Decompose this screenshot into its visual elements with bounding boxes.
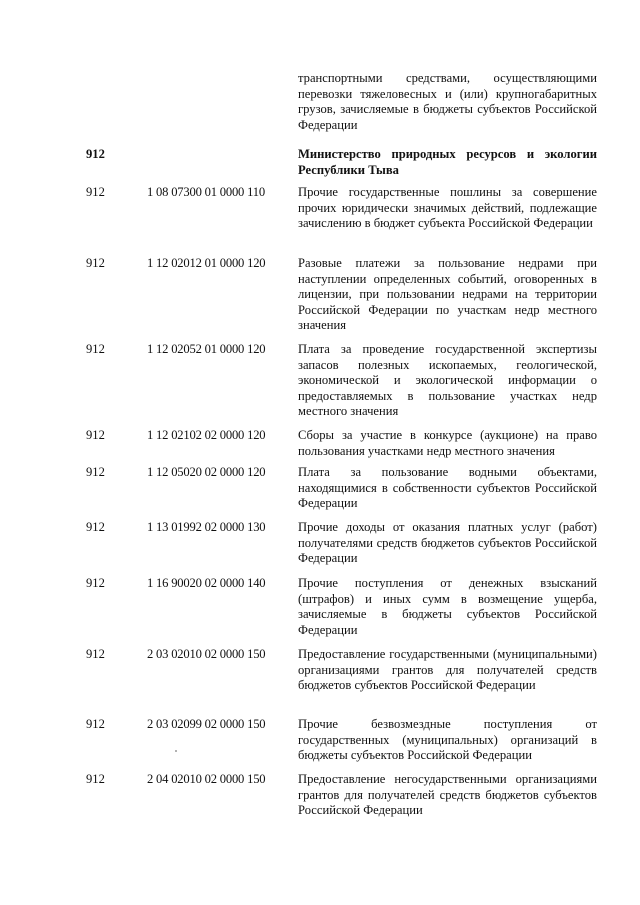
budget-classification-code: 1 13 01992 02 0000 130	[147, 520, 266, 534]
admin-code: 912	[86, 428, 105, 442]
ministry-name: Министерство природных ресурсов и экологии Республики Тыва	[298, 147, 597, 177]
income-description: Предоставление негосударственными организациями грантов для получателей средств бюджетов субъектов Российской Федерации	[298, 772, 597, 817]
income-description: Прочие государственные пошлины за совершение прочих юридически значимых действий, подлежащие зачислению в бюджет субъекта Российской Федерации	[298, 185, 597, 230]
budget-classification-code: 2 03 02010 02 0000 150	[147, 647, 266, 661]
admin-code: 912	[86, 256, 105, 270]
admin-code: 912	[86, 185, 105, 199]
admin-code: 912	[86, 465, 105, 479]
income-description: Плата за проведение государственной экспертизы запасов полезных ископаемых, геологической, экономической и экологической информации о предоставляемых в пользование участках недр местного значения	[298, 342, 597, 418]
income-description: Плата за пользование водными объектами, находящимися в собственности субъектов Российской Федерации	[298, 465, 597, 510]
admin-code: 912	[86, 717, 105, 731]
budget-classification-code: 2 04 02010 02 0000 150	[147, 772, 266, 786]
admin-code: 912	[86, 576, 105, 590]
budget-classification-code: 1 12 02012 01 0000 120	[147, 256, 266, 270]
income-description: Прочие поступления от денежных взысканий (штрафов) и иных сумм в возмещение ущерба, зачисляемые в бюджеты субъектов Российской Федерации	[298, 576, 597, 637]
budget-classification-code: 1 08 07300 01 0000 110	[147, 185, 265, 199]
income-description: Разовые платежи за пользование недрами при наступлении определенных событий, оговоренных в лицензии, при пользовании недрами на территории Российской Федерации по участкам недр местного значения	[298, 256, 597, 332]
admin-code: 912	[86, 647, 105, 661]
continuation-text: транспортными средствами, осуществляющими перевозки тяжеловесных и (или) крупногабаритных грузов, зачисляемые в бюджеты субъектов Российской Федерации	[298, 71, 597, 132]
income-description: Сборы за участие в конкурсе (аукционе) на право пользования участками недр местного значения	[298, 428, 597, 458]
scan-speck	[175, 750, 177, 752]
income-description: Прочие доходы от оказания платных услуг (работ) получателями средств бюджетов субъектов Российской Федерации	[298, 520, 597, 565]
budget-classification-code: 2 03 02099 02 0000 150	[147, 717, 266, 731]
budget-classification-code: 1 12 02102 02 0000 120	[147, 428, 266, 442]
admin-code: 912	[86, 520, 105, 534]
admin-code: 912	[86, 772, 105, 786]
budget-classification-code: 1 12 05020 02 0000 120	[147, 465, 266, 479]
budget-classification-code: 1 12 02052 01 0000 120	[147, 342, 266, 356]
budget-classification-code: 1 16 90020 02 0000 140	[147, 576, 266, 590]
admin-code: 912	[86, 342, 105, 356]
income-description: Прочие безвозмездные поступления от государственных (муниципальных) организаций в бюджеты субъектов Российской Федерации	[298, 717, 597, 762]
income-description: Предоставление государственными (муниципальными) организациями грантов для получателей средств бюджетов субъектов Российской Федерации	[298, 647, 597, 692]
admin-code: 912	[86, 147, 105, 161]
